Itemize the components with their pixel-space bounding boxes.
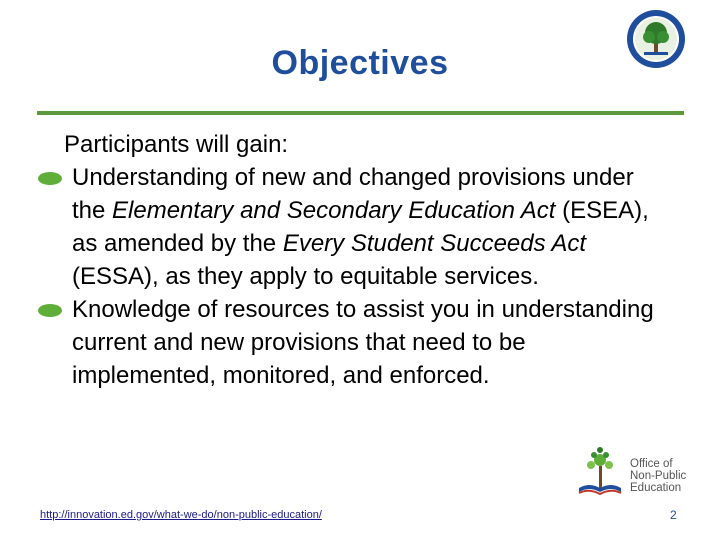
logo-line-3: Education (630, 482, 682, 494)
footer-link[interactable]: http://innovation.ed.gov/what-we-do/non-public-education/ (40, 509, 322, 521)
objective-text: (ESSA), as they apply to equitable services. (72, 263, 539, 290)
objectives-list (64, 161, 664, 392)
italic-act-name: Every Student Succeeds Act (282, 230, 587, 257)
intro-text: Participants will gain: (64, 131, 289, 158)
objective-text: Understanding of new and changed provisions under the (72, 164, 634, 224)
logo-line-2: Non-Public (630, 470, 687, 482)
title-divider (37, 111, 684, 115)
slide-title: Objectives (271, 44, 449, 82)
slide-body (64, 128, 664, 392)
green-oval-bullet-icon (38, 304, 62, 317)
objective-item (64, 161, 664, 293)
green-oval-bullet-icon (38, 172, 62, 185)
italic-act-name: Elementary and Secondary Education Act (112, 197, 556, 224)
objective-text: Knowledge of resources to assist you in understanding current and new provisions that need to be implemented, monitored, and enforced. (72, 296, 654, 389)
objective-text: (ESEA), as amended by the (72, 197, 649, 257)
page-number: 2 (670, 508, 677, 522)
logo-line-1: Office of (630, 458, 673, 470)
logo-text (630, 458, 686, 494)
objective-item (64, 293, 664, 392)
